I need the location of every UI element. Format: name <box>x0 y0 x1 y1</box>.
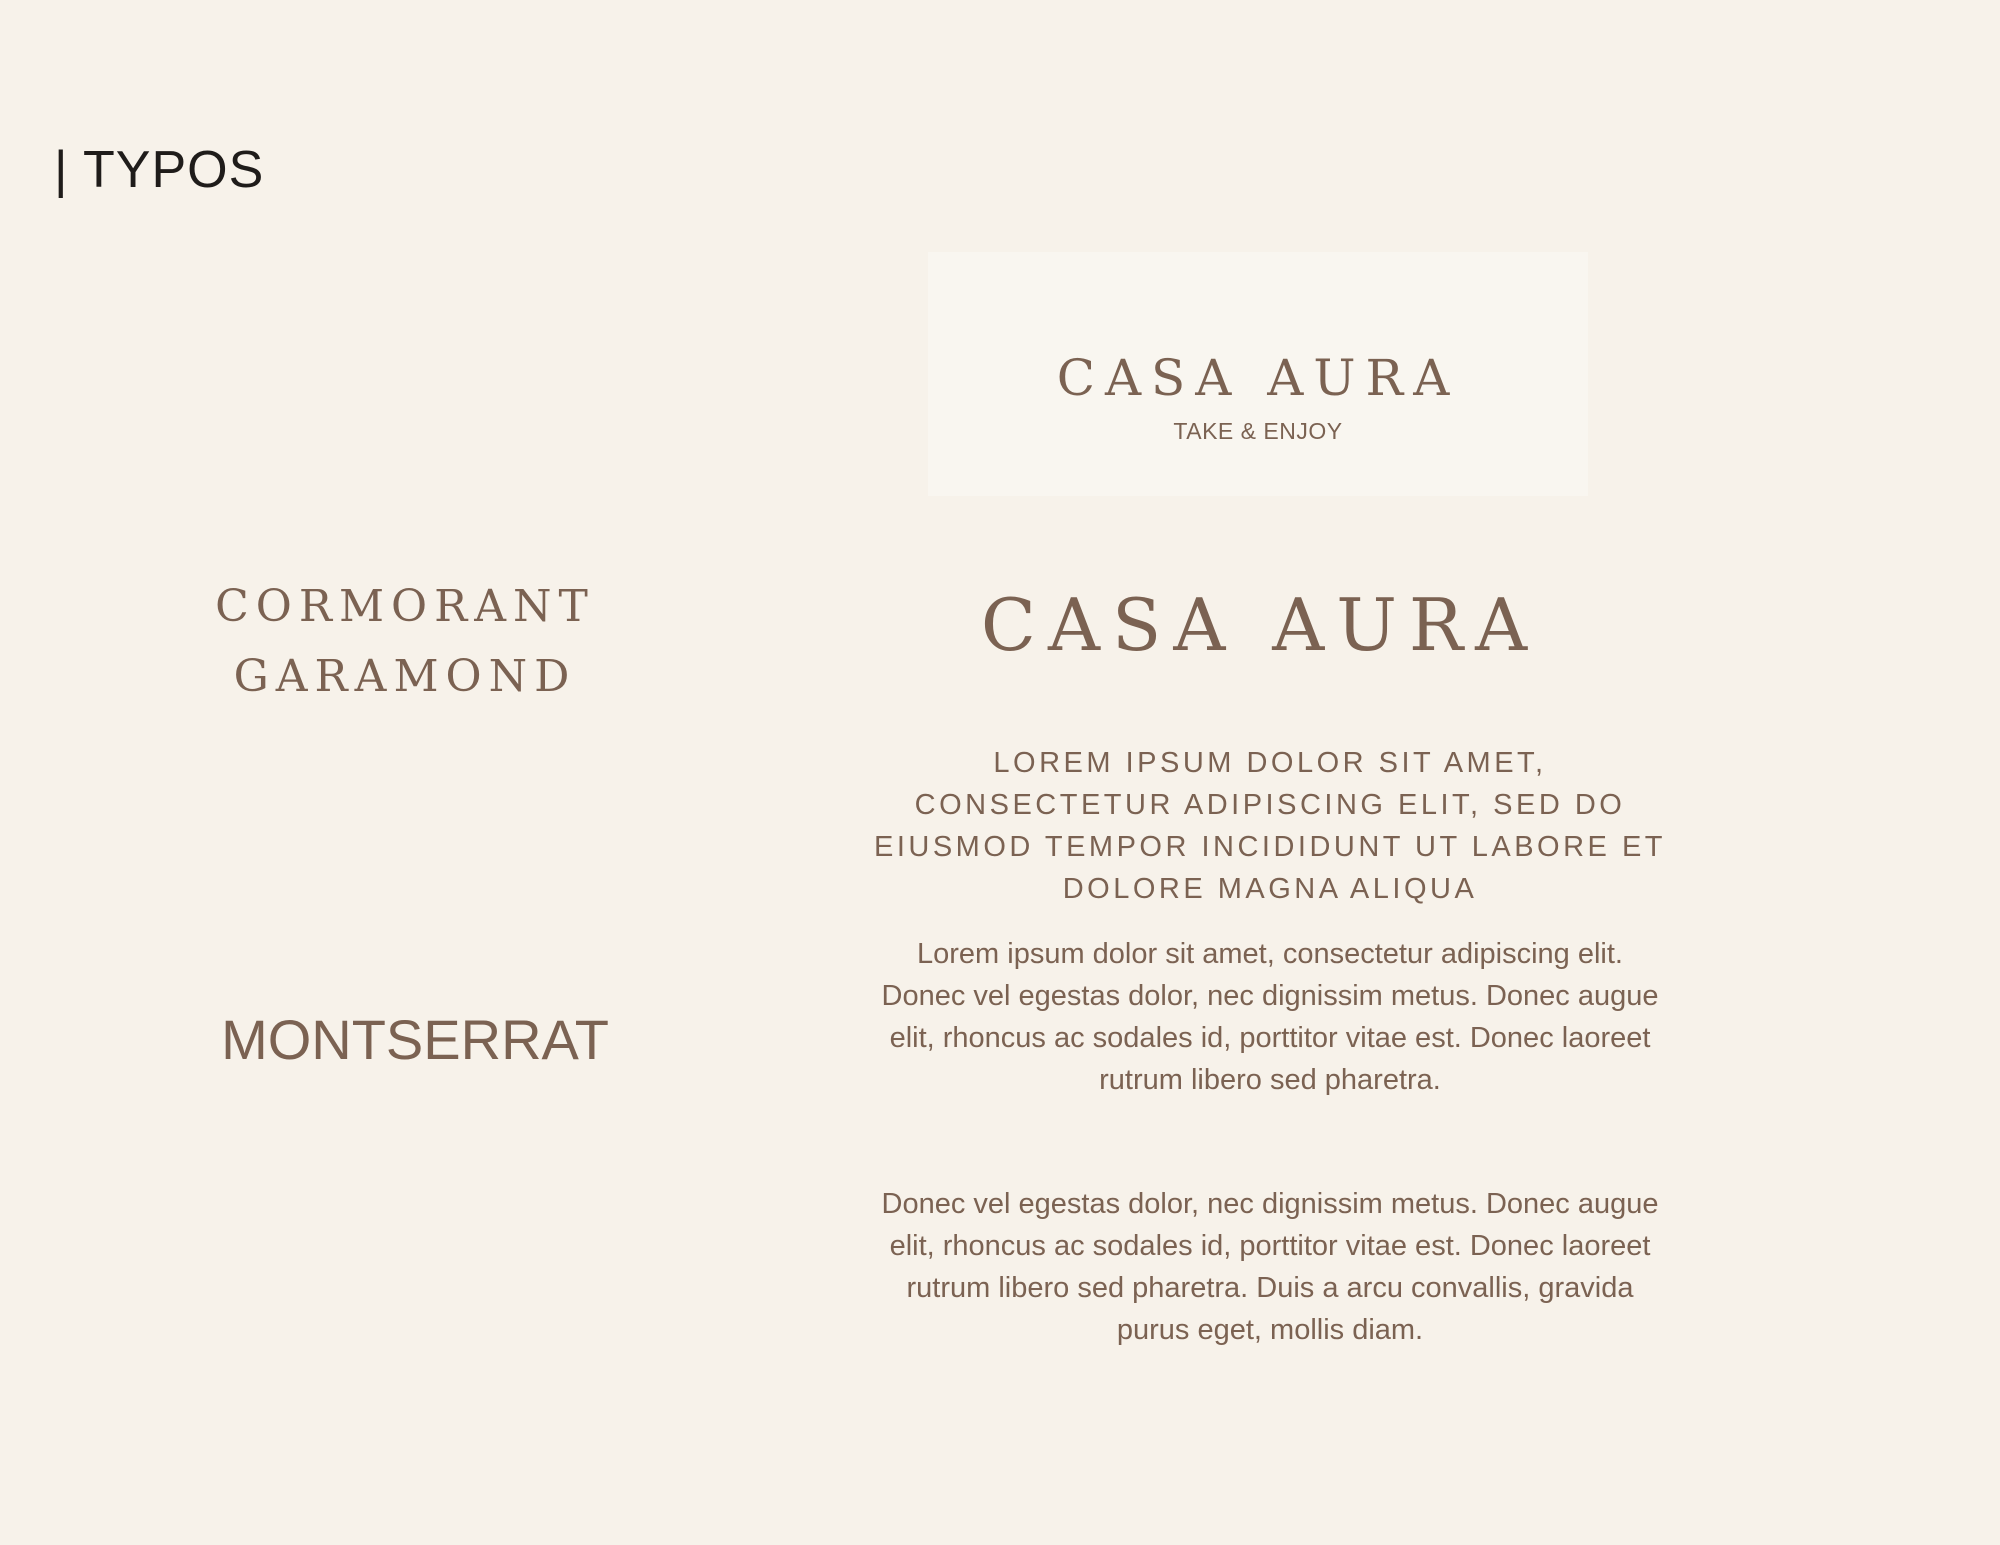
logo-wordmark: CASA AURA <box>1056 349 1460 407</box>
logo-tagline: TAKE & ENJOY <box>1173 418 1343 444</box>
sans-caps-sample: LOREM IPSUM DOLOR SIT AMET, CONSECTETUR ADIPISCING ELIT, SED DO EIUSMOD TEMPOR INCIDIDUNT UT LABORE ET DOLORE MAGNA ALIQUA <box>873 747 1667 905</box>
section-title: | TYPOS <box>54 141 265 199</box>
serif-sample-heading: CASA AURA <box>980 583 1540 667</box>
sans-body-sample-1: Lorem ipsum dolor sit amet, consectetur adipiscing elit. Donec vel egestas dolor, nec dignissim metus. Donec augue elit, rhoncus ac sodales id, porttitor vitae est. Donec laoreet rutrum libero sed pharetra. <box>881 938 1659 1096</box>
logo-card <box>928 252 1588 496</box>
serif-font-name: CORMORANT GARAMOND <box>215 581 595 702</box>
sans-font-name: MONTSERRAT <box>221 1008 609 1071</box>
sans-body-sample-2: Donec vel egestas dolor, nec dignissim metus. Donec augue elit, rhoncus ac sodales id, porttitor vitae est. Donec laoreet rutrum libero sed pharetra. Duis a arcu convallis, gravida purus eget, mollis diam. <box>881 1188 1659 1346</box>
